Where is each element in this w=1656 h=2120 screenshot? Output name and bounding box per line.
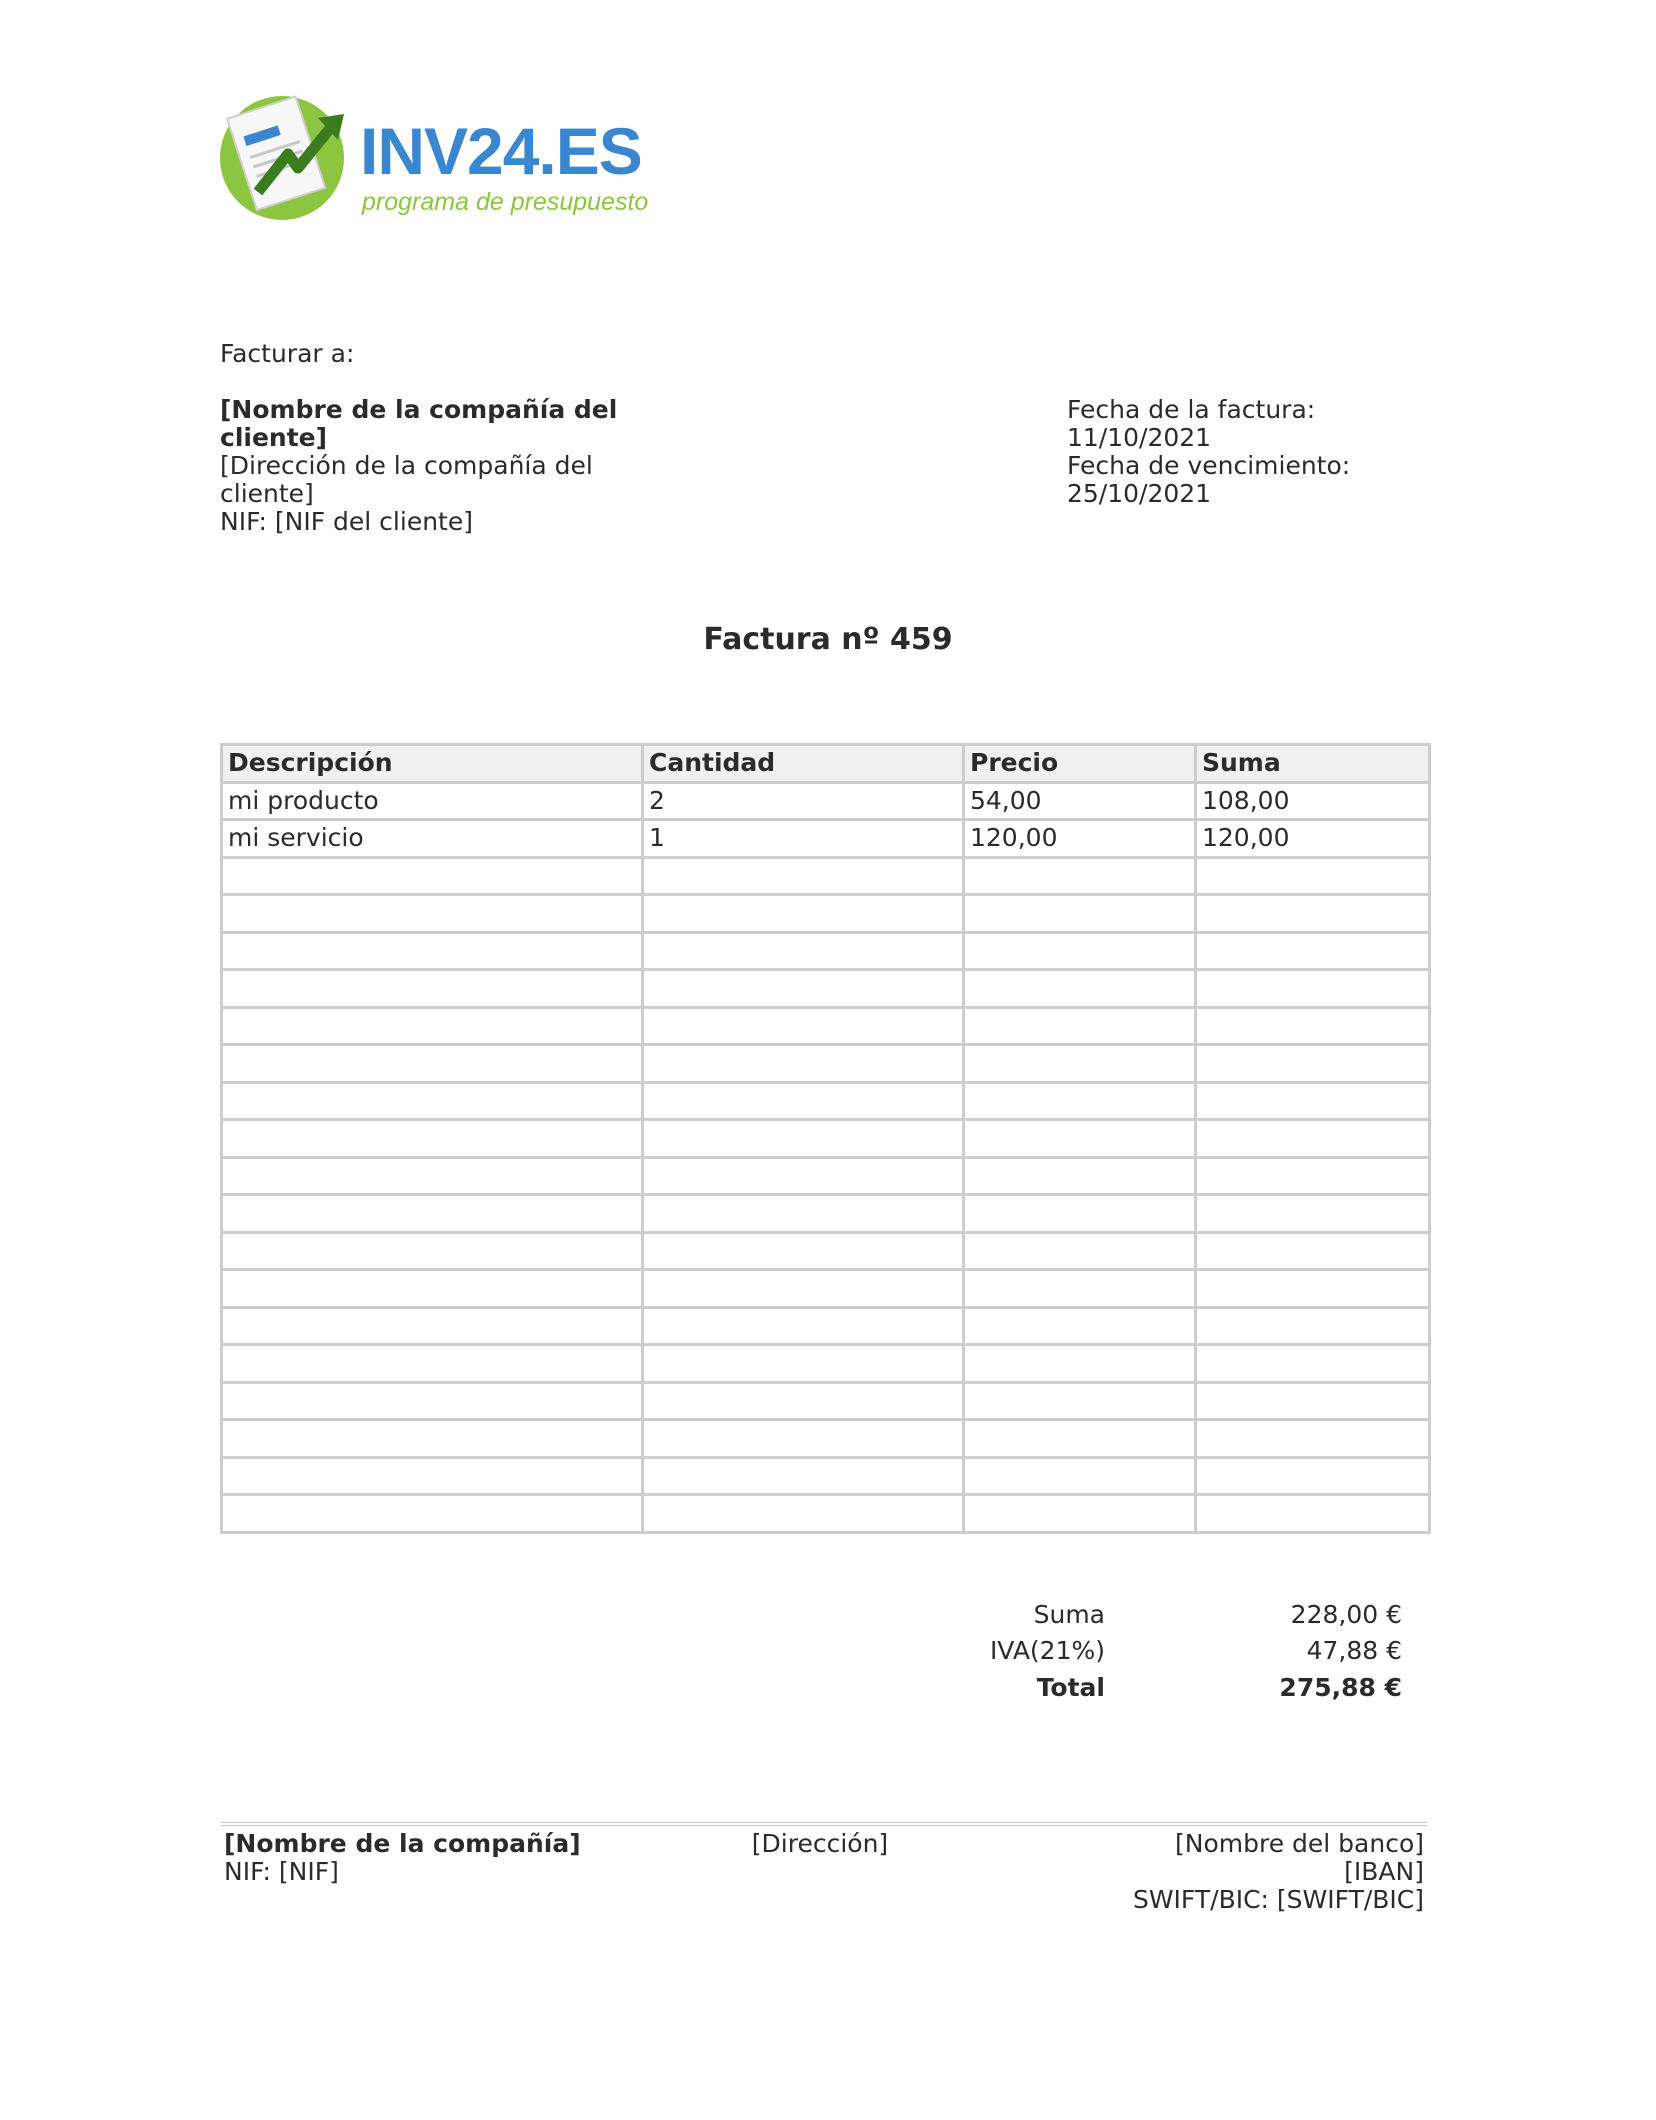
table-row-empty [222, 1420, 1430, 1458]
empty-cell [222, 1307, 643, 1345]
tax-value: 47,88 € [1306, 1636, 1402, 1665]
cell-price: 54,00 [964, 782, 1196, 820]
empty-cell [1196, 895, 1430, 933]
cell-quantity: 1 [643, 820, 964, 858]
cell-sum: 120,00 [1196, 820, 1430, 858]
logo-subtitle: programa de presupuesto [362, 188, 649, 216]
empty-cell [1196, 932, 1430, 970]
table-row-empty [222, 1270, 1430, 1308]
footer-company [224, 1830, 581, 1886]
subtotal-label: Suma [1033, 1600, 1105, 1629]
footer-bank-name: [Nombre del banco] [1175, 1829, 1424, 1858]
empty-cell [964, 1382, 1196, 1420]
empty-cell [643, 1082, 964, 1120]
empty-cell [1196, 1045, 1430, 1083]
empty-cell [222, 932, 643, 970]
empty-cell [964, 1232, 1196, 1270]
table-row-empty [222, 1120, 1430, 1158]
client-name: [Nombre de la compañía del cliente] [220, 395, 618, 452]
header-description: Descripción [222, 745, 643, 783]
empty-cell [643, 1232, 964, 1270]
table-row-empty [222, 1457, 1430, 1495]
cell-description: mi producto [222, 782, 643, 820]
empty-cell [1196, 1232, 1430, 1270]
empty-cell [222, 1082, 643, 1120]
client-nif: NIF: [NIF del cliente] [220, 507, 473, 536]
empty-cell [1196, 1270, 1430, 1308]
company-logo [220, 92, 649, 228]
empty-cell [1196, 970, 1430, 1008]
invoice-date-label: Fecha de la factura: [1067, 395, 1316, 424]
table-row-empty [222, 1232, 1430, 1270]
empty-cell [643, 970, 964, 1008]
empty-cell [1196, 1495, 1430, 1533]
cell-price: 120,00 [964, 820, 1196, 858]
empty-cell [222, 1120, 643, 1158]
header-quantity: Cantidad [643, 745, 964, 783]
cell-sum: 108,00 [1196, 782, 1430, 820]
table-row-empty [222, 1307, 1430, 1345]
empty-cell [643, 1382, 964, 1420]
footer-address: [Dirección] [751, 1829, 889, 1858]
empty-cell [222, 895, 643, 933]
table-row-empty [222, 970, 1430, 1008]
empty-cell [643, 1157, 964, 1195]
empty-cell [964, 1270, 1196, 1308]
table-row-empty [222, 1495, 1430, 1533]
table-row-empty [222, 1345, 1430, 1383]
empty-cell [222, 1495, 643, 1533]
empty-cell [643, 1120, 964, 1158]
empty-cell [222, 1270, 643, 1308]
empty-cell [643, 1307, 964, 1345]
empty-cell [643, 932, 964, 970]
logo-title: INV24.ES [360, 114, 642, 188]
footer-company-name: [Nombre de la compañía] [224, 1829, 581, 1858]
empty-cell [1196, 1082, 1430, 1120]
empty-cell [222, 1420, 643, 1458]
cell-quantity: 2 [643, 782, 964, 820]
empty-cell [964, 1007, 1196, 1045]
empty-cell [1196, 1007, 1430, 1045]
empty-cell [1196, 1120, 1430, 1158]
table-header-row [222, 745, 1430, 783]
footer-company-nif: NIF: [NIF] [224, 1857, 339, 1886]
empty-cell [643, 1195, 964, 1233]
empty-cell [964, 932, 1196, 970]
empty-cell [1196, 1457, 1430, 1495]
empty-cell [222, 1382, 643, 1420]
empty-cell [222, 1457, 643, 1495]
cell-description: mi servicio [222, 820, 643, 858]
empty-cell [222, 970, 643, 1008]
total-value: 275,88 € [1279, 1673, 1402, 1702]
empty-cell [222, 1045, 643, 1083]
table-row-empty [222, 895, 1430, 933]
table-row-empty [222, 1382, 1430, 1420]
table-row-empty [222, 1007, 1430, 1045]
empty-cell [964, 1195, 1196, 1233]
header-price: Precio [964, 745, 1196, 783]
empty-cell [964, 1457, 1196, 1495]
empty-cell [643, 1495, 964, 1533]
client-address: [Dirección de la compañía del cliente] [220, 451, 593, 508]
empty-cell [222, 1157, 643, 1195]
empty-cell [1196, 857, 1430, 895]
due-date-label: Fecha de vencimiento: [1067, 451, 1351, 480]
empty-cell [964, 970, 1196, 1008]
footer-divider [220, 1822, 1428, 1826]
empty-cell [1196, 1195, 1430, 1233]
footer-bank [1020, 1830, 1424, 1914]
empty-cell [1196, 1345, 1430, 1383]
header-sum: Suma [1196, 745, 1430, 783]
table-row-empty [222, 932, 1430, 970]
table-row-empty [222, 1082, 1430, 1120]
empty-cell [643, 1270, 964, 1308]
table-row-empty [222, 1195, 1430, 1233]
items-table [220, 743, 1431, 1534]
empty-cell [643, 1420, 964, 1458]
empty-cell [964, 1495, 1196, 1533]
empty-cell [222, 1195, 643, 1233]
table-row-empty [222, 1045, 1430, 1083]
invoice-dates [1067, 396, 1427, 508]
empty-cell [964, 857, 1196, 895]
bill-to-label: Facturar a: [220, 339, 355, 368]
empty-cell [1196, 1157, 1430, 1195]
empty-cell [643, 857, 964, 895]
empty-cell [1196, 1307, 1430, 1345]
empty-cell [1196, 1420, 1430, 1458]
empty-cell [222, 1232, 643, 1270]
empty-cell [643, 1345, 964, 1383]
client-block [220, 396, 680, 536]
empty-cell [643, 1007, 964, 1045]
invoice-title: Factura nº 459 [703, 622, 953, 657]
empty-cell [964, 1082, 1196, 1120]
empty-cell [964, 1045, 1196, 1083]
invoice-date: 11/10/2021 [1067, 423, 1212, 452]
footer-iban: [IBAN] [1344, 1857, 1424, 1886]
empty-cell [964, 1307, 1196, 1345]
table-row [222, 820, 1430, 858]
due-date: 25/10/2021 [1067, 479, 1212, 508]
empty-cell [1196, 1382, 1430, 1420]
empty-cell [643, 1457, 964, 1495]
empty-cell [964, 1420, 1196, 1458]
empty-cell [964, 1157, 1196, 1195]
subtotal-value: 228,00 € [1290, 1600, 1402, 1629]
empty-cell [222, 1007, 643, 1045]
tax-label: IVA(21%) [989, 1636, 1105, 1665]
table-row [222, 782, 1430, 820]
table-row-empty [222, 1157, 1430, 1195]
empty-cell [964, 1120, 1196, 1158]
empty-cell [643, 1045, 964, 1083]
empty-cell [222, 857, 643, 895]
empty-cell [964, 895, 1196, 933]
footer-swift: SWIFT/BIC: [SWIFT/BIC] [1132, 1885, 1424, 1914]
table-row-empty [222, 857, 1430, 895]
empty-cell [964, 1345, 1196, 1383]
empty-cell [222, 1345, 643, 1383]
empty-cell [643, 895, 964, 933]
items-body [222, 782, 1430, 1532]
total-label: Total [1036, 1673, 1105, 1702]
